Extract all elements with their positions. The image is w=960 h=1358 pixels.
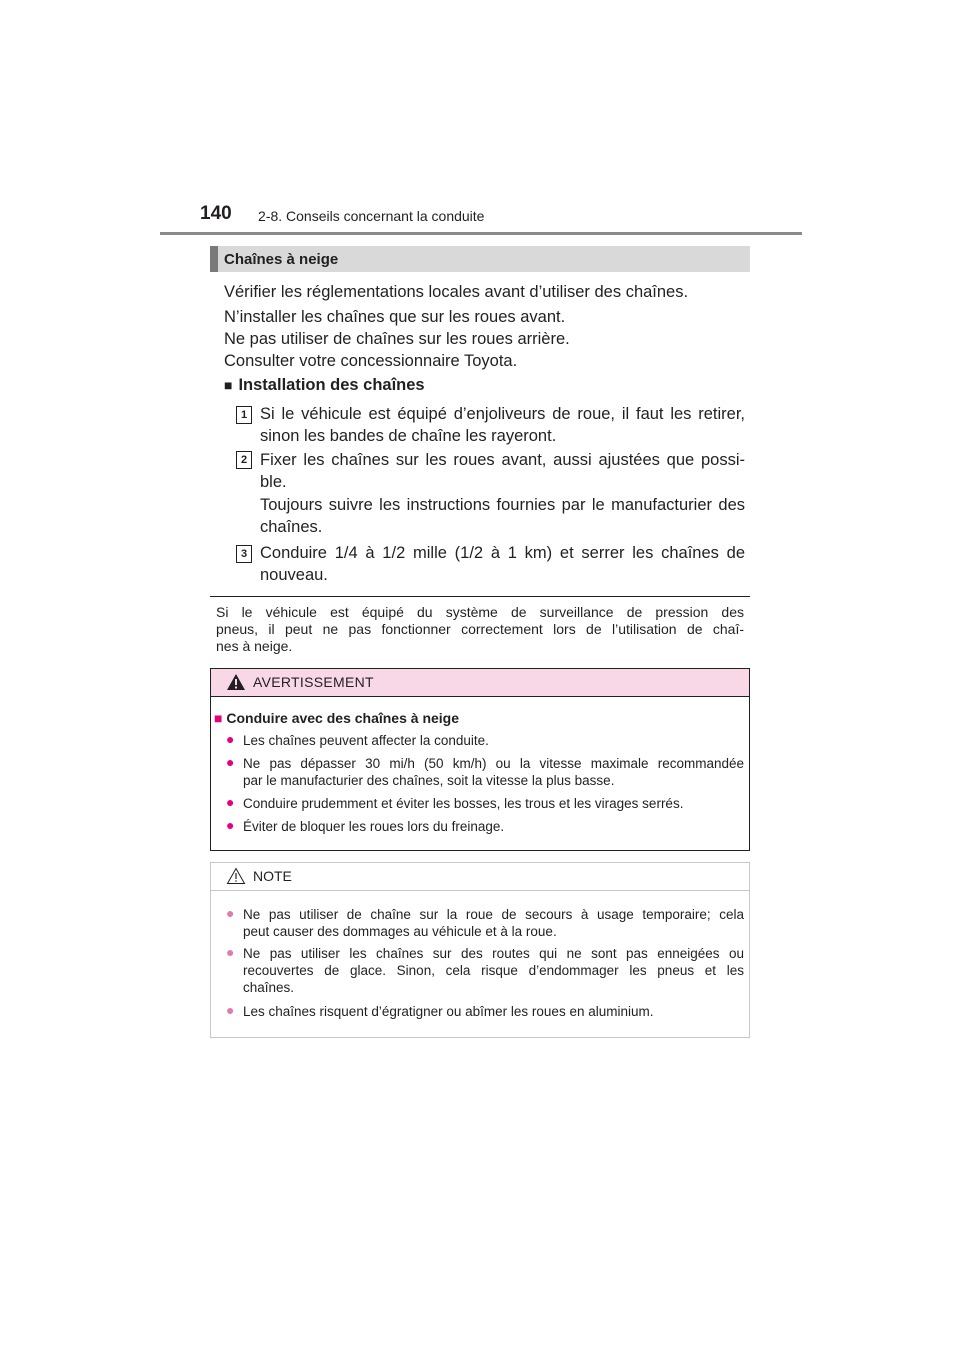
intro-line: N’installer les chaînes que sur les roues avant. <box>224 308 566 326</box>
note-title: NOTE <box>253 868 292 884</box>
note-item: Les chaînes risquent d’égratigner ou abîmer les roues en aluminium. <box>243 1004 654 1019</box>
note-item: Ne pas utiliser les chaînes sur des routes qui ne sont pas enneigées ou <box>243 946 744 961</box>
step-text: sinon les bandes de chaîne les rayeront. <box>260 427 557 445</box>
note-divider <box>210 596 750 597</box>
warning-triangle-icon <box>226 673 246 691</box>
warning-item: Ne pas dépasser 30 mi/h (50 km/h) ou la vitesse maximale recommandée <box>243 756 744 771</box>
bullet-icon: ● <box>226 754 235 770</box>
intro-line: Vérifier les réglementations locales avant d’utiliser des chaînes. <box>224 283 689 301</box>
tpms-note-line: nes à neige. <box>216 638 293 654</box>
step-text: ble. <box>260 473 287 491</box>
caution-triangle-icon <box>226 867 246 885</box>
warning-subheading <box>214 710 459 726</box>
note-item: Ne pas utiliser de chaîne sur la roue de secours à usage temporaire; cela <box>243 907 744 922</box>
step-text: chaînes. <box>260 518 323 536</box>
warning-item: Les chaînes peuvent affecter la conduite. <box>243 733 489 748</box>
warning-subheading-text: Conduire avec des chaînes à neige <box>226 710 460 726</box>
warning-item: Éviter de bloquer les roues lors du freinage. <box>243 819 505 834</box>
bullet-icon: ● <box>226 944 235 960</box>
warning-item: Conduire prudemment et éviter les bosses, les trous et les virages serrés. <box>243 796 684 811</box>
bullet-icon: ● <box>226 794 235 810</box>
step-text: Si le véhicule est équipé d’enjoliveurs de roue, il faut les retirer, <box>260 405 745 423</box>
warning-title: AVERTISSEMENT <box>253 674 374 690</box>
note-item: recouvertes de glace. Sinon, cela risque d’endommager les pneus et les <box>243 963 744 978</box>
square-bullet-icon: ■ <box>224 377 233 393</box>
step-text: Fixer les chaînes sur les roues avant, aussi ajustées que possi- <box>260 451 745 469</box>
bullet-icon: ● <box>226 905 235 921</box>
square-bullet-icon: ■ <box>214 710 223 726</box>
note-item: peut causer des dommages au véhicule et à la roue. <box>243 924 557 939</box>
step-number-badge: 2 <box>236 451 252 469</box>
warning-item: par le manufacturier des chaînes, soit la vitesse la plus basse. <box>243 773 615 788</box>
bullet-icon: ● <box>226 731 235 747</box>
note-item: chaînes. <box>243 980 295 995</box>
step-number-badge: 1 <box>236 406 252 424</box>
intro-line: Consulter votre concessionnaire Toyota. <box>224 352 518 370</box>
step-text: Toujours suivre les instructions fournies par le manufacturier des <box>260 496 745 514</box>
header-divider <box>160 232 802 235</box>
installation-heading-text: Installation des chaînes <box>238 376 425 394</box>
step-text: nouveau. <box>260 566 328 584</box>
step-number-badge: 3 <box>236 545 252 563</box>
installation-heading <box>224 376 425 395</box>
note-header-divider <box>211 890 749 891</box>
page-number: 140 <box>200 203 232 224</box>
section-title: Chaînes à neige <box>224 251 339 268</box>
tpms-note-line: pneus, il peut ne pas fonctionner correctement lors de l’utilisation de chaî- <box>216 621 744 637</box>
bullet-icon: ● <box>226 817 235 833</box>
chapter-title: 2-8. Conseils concernant la conduite <box>258 208 485 224</box>
intro-line: Ne pas utiliser de chaînes sur les roues arrière. <box>224 330 570 348</box>
tpms-note-line: Si le véhicule est équipé du système de surveillance de pression des <box>216 604 744 620</box>
bullet-icon: ● <box>226 1002 235 1018</box>
step-text: Conduire 1/4 à 1/2 mille (1/2 à 1 km) et serrer les chaînes de <box>260 544 745 562</box>
